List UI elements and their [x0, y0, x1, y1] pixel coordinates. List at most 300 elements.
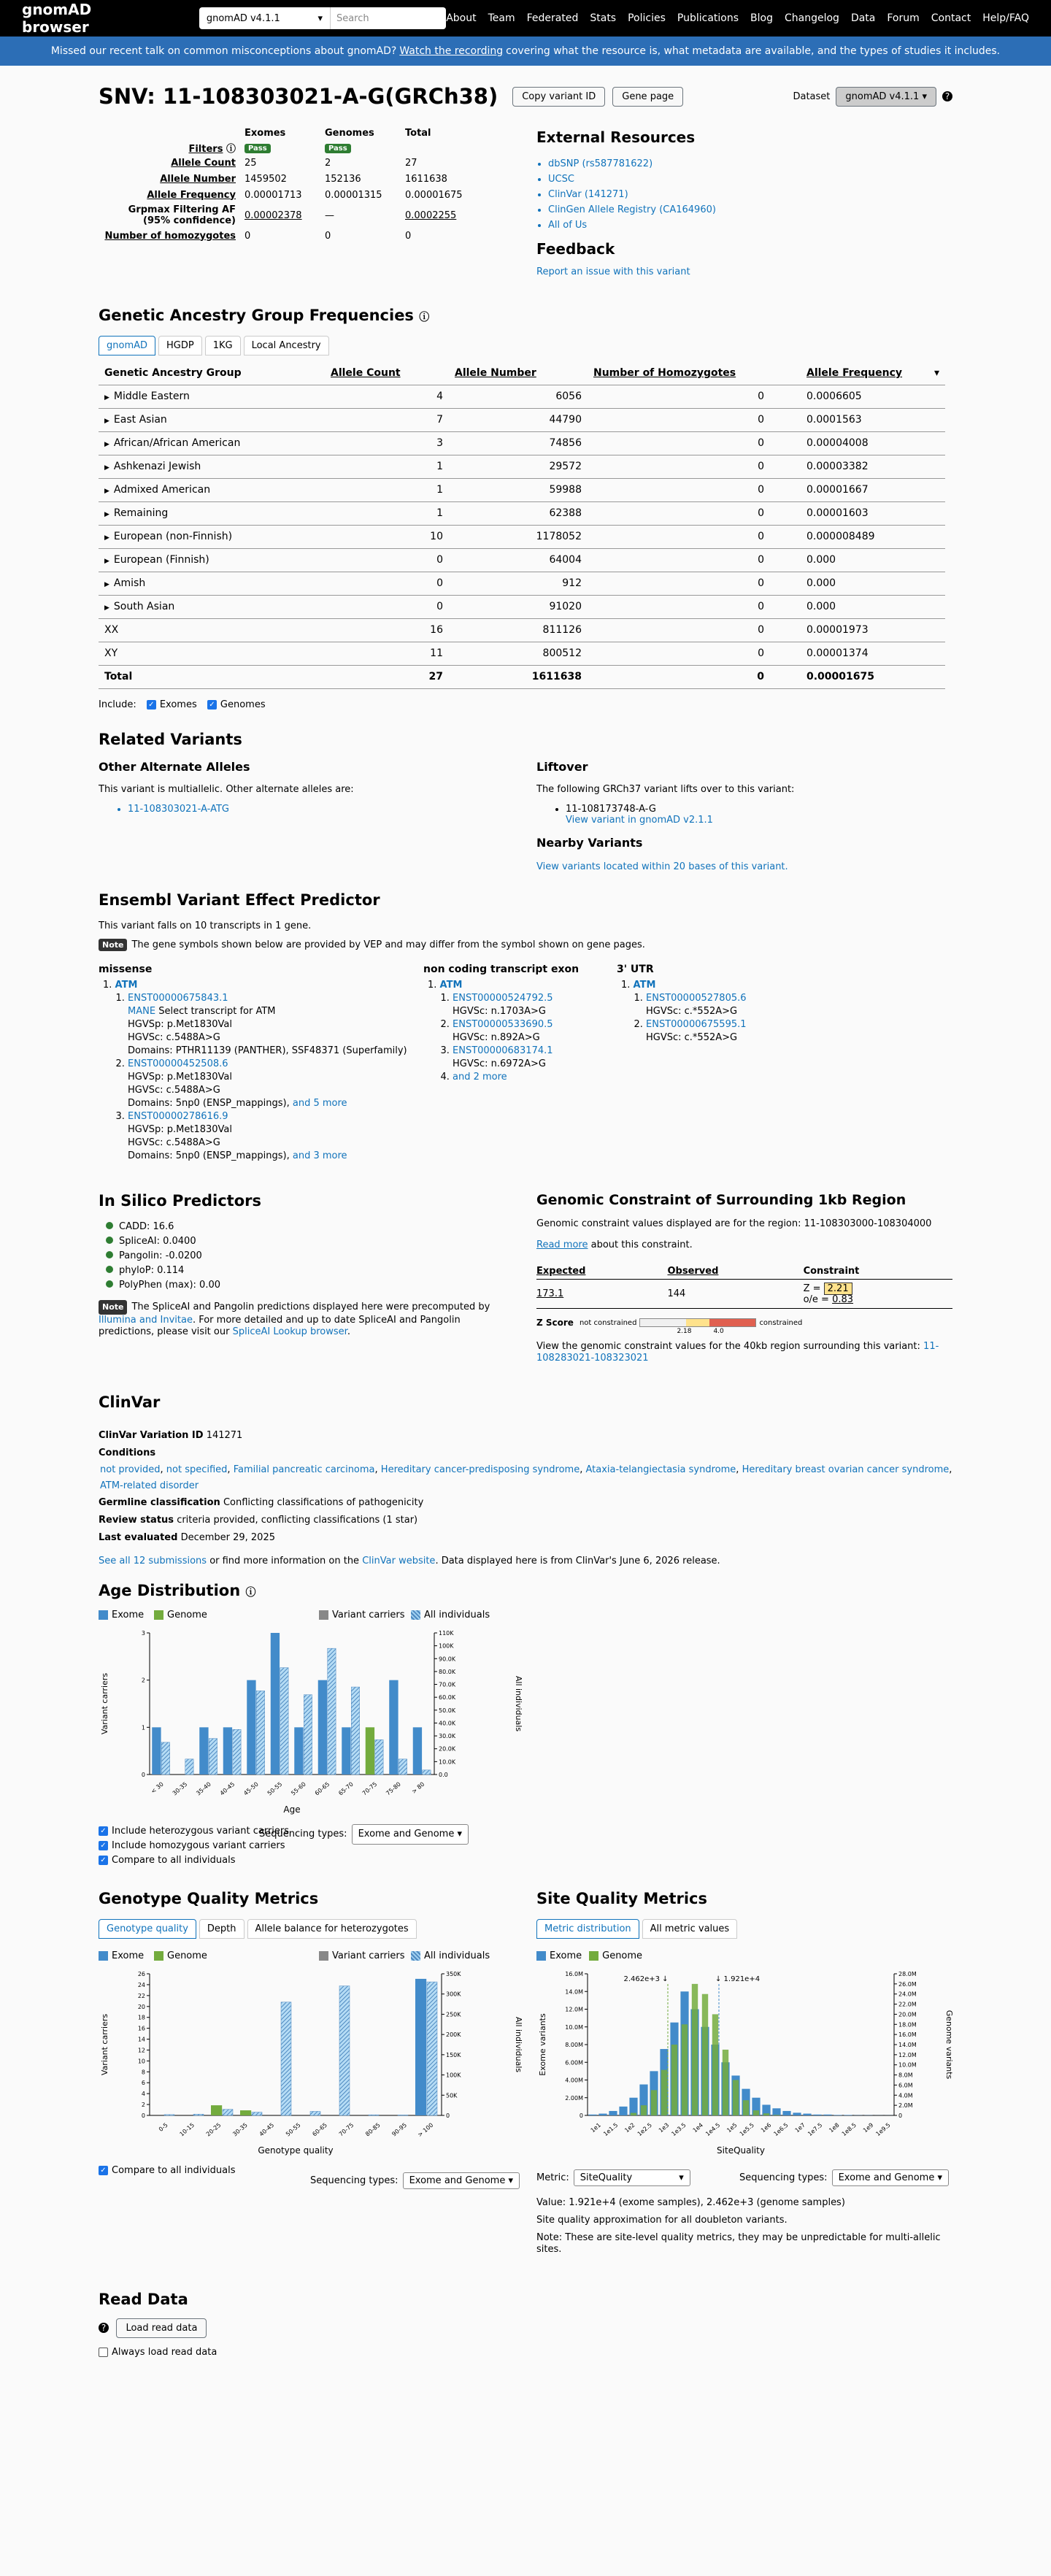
constraint-text: Genomic constraint values displayed are for the region: 11-108303000-108304000: [536, 1218, 932, 1229]
tab-genotype-quality[interactable]: Genotype quality: [99, 1919, 196, 1939]
y2-tick-label: 200K: [446, 2031, 461, 2039]
more-transcripts-link[interactable]: and 2 more: [453, 1071, 507, 1083]
exome-bar: [619, 2107, 627, 2115]
ancestry-row: [99, 525, 945, 548]
y2-tick-label: 0.0: [439, 1772, 448, 1778]
genome-bar: [631, 2113, 636, 2115]
nav-federated[interactable]: Federated: [526, 12, 579, 24]
sq-controls: Metric: SiteQuality ▾ Sequencing types: Exome and Genome ▾: [536, 2169, 952, 2187]
nearby-link[interactable]: View variants located within 20 bases of this variant.: [536, 861, 788, 872]
banner-link[interactable]: Watch the recording: [399, 45, 504, 57]
search-input[interactable]: Search: [330, 7, 446, 29]
vep-columns: [99, 963, 952, 1163]
cell: 27: [405, 157, 417, 169]
tab-1kg[interactable]: 1KG: [205, 336, 241, 355]
condition-link[interactable]: ATM-related disorder: [100, 1480, 199, 1491]
feedback-title: Feedback: [536, 240, 615, 258]
all-individuals-bar: [304, 1695, 312, 1775]
genome-bar: [743, 2100, 749, 2115]
spliceai-lookup-link[interactable]: SpliceAI Lookup browser: [232, 1326, 347, 1337]
hom-checkbox[interactable]: ✓: [99, 1841, 108, 1850]
metric-select[interactable]: SiteQuality ▾: [574, 2169, 690, 2186]
x-tick-label: 50-55: [266, 1780, 284, 1797]
tab-hgdp[interactable]: HGDP: [158, 336, 202, 355]
het-checkbox[interactable]: ✓: [99, 1826, 108, 1836]
ancestry-row: [99, 595, 945, 618]
cell: 2: [325, 157, 331, 169]
transcript-link[interactable]: ENST00000524792.5: [453, 992, 553, 1004]
clinvar-id: 141271: [206, 1430, 243, 1441]
gq-title: Genotype Quality Metrics: [99, 1890, 319, 1907]
include-controls: [99, 699, 952, 710]
all-individuals-bar: [185, 1759, 193, 1775]
allele-frequency-cell: 0.000: [770, 572, 945, 595]
external-resources: [536, 126, 716, 277]
expand-icon[interactable]: ▶: [104, 488, 109, 495]
transcript-link[interactable]: ENST00000675843.1: [128, 992, 228, 1004]
transcript-link[interactable]: ENST00000683174.1: [453, 1045, 553, 1056]
gq-seq-select[interactable]: Exome and Genome ▾: [403, 2172, 520, 2189]
nav-help[interactable]: Help/FAQ: [982, 12, 1029, 24]
expand-icon[interactable]: ▶: [104, 581, 109, 588]
nav-stats[interactable]: Stats: [590, 12, 617, 24]
other-alleles-title: Other Alternate Alleles: [99, 759, 250, 774]
exome-bar: [247, 1680, 255, 1775]
alt-allele-link[interactable]: • 11-108303021-A-ATG: [128, 804, 536, 815]
allele-frequency-cell: 0.00004008: [770, 431, 945, 455]
allele-frequency-cell: 0.0006605: [770, 385, 945, 408]
x-tick-label: > 100: [416, 2121, 435, 2139]
x-tick-label: 30-35: [231, 2121, 249, 2138]
read-more-link[interactable]: Read more: [536, 1239, 588, 1250]
cell: 0.00001315: [325, 189, 382, 201]
cell: 0: [325, 230, 331, 242]
pass-badge: Pass: [245, 144, 271, 153]
exomes-checkbox[interactable]: ✓: [147, 700, 156, 710]
vep-column: non coding transcript exon 1. ATM 1. ENST00000524792.5 HGVSc: n.1703A>G 2. ENST00000533690.5 HGVSc: n.892A>G 3. ENST00000683174.1 HGVSc: n.6972A>G 4. and 2 more: [423, 963, 617, 1163]
y-tick-label: 20: [137, 2003, 145, 2010]
cell: —: [325, 209, 334, 221]
all-individuals-bar: [223, 2110, 233, 2115]
allele-frequency-cell: 0.00001603: [770, 501, 945, 525]
vep-column: missense 1. ATM 1. ENST00000675843.1 MANE Select transcript for ATM HGVSp: p.Met1830Val HGVSc: c.5488A>G Domains: PTHR11139 (PANTHER), SSF48371 (Superfamily) 2. ENST00000452508.6 HGVSp: p.Met1830Val HGVSc: c.5488A>G Domains: 5np0 (ENSP_mappings), and 5 more 3. ENST00000278616.9 HGVSp: p.Met1830Val HGVSc: c.5488A>G Domains: 5np0 (ENSP_mappings), and 3 more: [99, 963, 423, 1163]
link-dbsnp[interactable]: • dbSNP (rs587781622): [548, 156, 716, 172]
all-individuals-bar: [252, 2112, 262, 2115]
more-domains-link[interactable]: and 3 more: [292, 1150, 347, 1161]
age-legend: Exome Genome Variant carriers All individuals: [99, 1610, 522, 1621]
cell: 0.0002255: [405, 209, 457, 221]
gq-controls: ✓ Compare to all individuals Sequencing types: Exome and Genome ▾: [99, 2165, 536, 2197]
liftover-text: The following GRCh37 variant lifts over to this variant:: [536, 783, 795, 795]
y2-tick-label: 20.0M: [898, 2011, 917, 2018]
gq-compare-checkbox[interactable]: ✓: [99, 2166, 108, 2175]
group-cell[interactable]: ▶ European (Finnish): [99, 548, 325, 572]
y2-tick-label: 300K: [446, 1991, 461, 1998]
y-tick-label: 24: [137, 1981, 145, 1988]
x-tick-label: 90-95: [390, 2121, 409, 2138]
dataset-label: Dataset: [793, 91, 831, 102]
allele-number-cell: 1178052: [449, 525, 588, 548]
filters-label: Filters ⓘ: [188, 143, 236, 155]
brand-logo[interactable]: gnomAD browser: [22, 1, 92, 36]
tab-all-metric-values[interactable]: All metric values: [642, 1919, 738, 1939]
th-allele-frequency[interactable]: Allele Frequency: [806, 366, 903, 379]
status-dot-icon: [106, 1266, 113, 1273]
age-title: Age Distribution ⓘ: [99, 1582, 256, 1599]
group-cell[interactable]: ▶ South Asian: [99, 595, 325, 618]
exome-bar: [772, 2108, 780, 2115]
transcript-item: 2. ENST00000452508.6 HGVSp: p.Met1830Val HGVSc: c.5488A>G Domains: 5np0 (ENSP_mappings), and 5 more: [128, 1058, 423, 1110]
all-individuals-bar: [328, 1648, 336, 1775]
illumina-link[interactable]: Illumina and Invitae: [99, 1314, 193, 1326]
genome-bar: [712, 2014, 718, 2115]
more-domains-link[interactable]: and 5 more: [292, 1097, 347, 1109]
transcript-item: 2. ENST00000675595.1 HGVSc: c.*552A>G: [646, 1018, 836, 1045]
all-individuals-bar: [193, 2114, 204, 2115]
status-dot-icon: [106, 1222, 113, 1229]
th-homozygotes[interactable]: Number of Homozygotes: [593, 366, 736, 379]
all-individuals-bar: [339, 1986, 350, 2115]
transcript-link[interactable]: ENST00000452508.6: [128, 1058, 228, 1069]
y-tick-label: 3: [141, 1630, 145, 1637]
x-tick-label: 60-65: [311, 2121, 328, 2138]
predictor-item: PolyPhen (max): 0.00: [106, 1278, 536, 1293]
y2-axis-label: All individuals: [514, 2016, 523, 2073]
x-tick-label: 1e9.5: [874, 2121, 892, 2138]
y2-tick-label: 14.0M: [898, 2042, 917, 2048]
y2-tick-label: 150K: [446, 2051, 461, 2058]
vep-note: Note The gene symbols shown below are provided by VEP and may differ from the symbol shown on gene pages.: [99, 939, 952, 951]
x-tick-label: 65-70: [337, 1780, 355, 1797]
group-cell[interactable]: ▶ Amish: [99, 572, 325, 595]
homozygotes-cell: 0: [588, 431, 770, 455]
genomes-label: Genomes: [220, 699, 266, 710]
nav-links: [446, 12, 1029, 24]
all-individuals-bar: [281, 2002, 291, 2115]
allele-frequency-label: Allele Frequency: [147, 189, 236, 201]
status-dot-icon: [106, 1251, 113, 1258]
y-tick-label: 22: [137, 1992, 145, 1999]
homozygotes-cell: 0: [588, 501, 770, 525]
th-allele-number[interactable]: Allele Number: [455, 366, 536, 379]
nav-policies[interactable]: Policies: [628, 12, 666, 24]
x-tick-label: 1e4: [691, 2121, 704, 2134]
expand-icon[interactable]: ▶: [104, 441, 109, 448]
nav-publications[interactable]: Publications: [677, 12, 739, 24]
oe-value: 0.83: [832, 1293, 854, 1305]
x-tick-label: > 80: [410, 1780, 426, 1796]
sex-row: XX 16 811126 0 0.00001973: [99, 618, 945, 642]
y-axis-label: Variant carriers: [100, 2013, 109, 2076]
all-individuals-bar: [375, 1739, 383, 1775]
grpmax-label: Grpmax Filtering AF (95% confidence): [128, 204, 236, 226]
y2-tick-label: 22.0M: [898, 2001, 917, 2008]
report-issue-link[interactable]: Report an issue with this variant: [536, 266, 690, 277]
group-cell[interactable]: ▶ East Asian: [99, 408, 325, 431]
condition-link[interactable]: Hereditary breast ovarian cancer syndrome: [742, 1464, 950, 1475]
x-tick-label: 35-40: [195, 1780, 212, 1797]
expand-icon[interactable]: ▶: [104, 418, 109, 425]
help-icon[interactable]: ⓘ: [245, 1587, 256, 1599]
transcript-item: 3. ENST00000278616.9 HGVSp: p.Met1830Val HGVSc: c.5488A>G Domains: 5np0 (ENSP_mappings), and 3 more: [128, 1110, 423, 1163]
compare-checkbox[interactable]: ✓: [99, 1856, 108, 1865]
tab-gnomad[interactable]: gnomAD: [99, 336, 155, 355]
ancestry-row: [99, 478, 945, 501]
help-icon[interactable]: ?: [942, 91, 952, 101]
gq-chart: [99, 1966, 522, 2156]
all-individuals-bar: [351, 1687, 359, 1775]
tab-metric-distribution[interactable]: Metric distribution: [536, 1919, 639, 1939]
clinvar-website-link[interactable]: ClinVar website: [362, 1556, 436, 1566]
group-cell[interactable]: ▶ Middle Eastern: [99, 385, 325, 408]
nav-team[interactable]: Team: [488, 12, 515, 24]
y2-tick-label: 50K: [446, 2092, 458, 2099]
allele-number-cell: 59988: [449, 478, 588, 501]
expand-icon[interactable]: ▶: [104, 534, 109, 542]
view-40kb: View the genomic constraint values for the 40kb region surrounding this variant: 11-108283021-108323021: [536, 1341, 939, 1364]
x-tick-label: 1e6: [759, 2121, 773, 2134]
allele-count-cell: 0: [325, 548, 449, 572]
transcript-item: 2. ENST00000533690.5 HGVSc: n.892A>G: [453, 1018, 617, 1045]
exome-bar: [223, 1727, 232, 1775]
homozygotes-cell: 0: [588, 408, 770, 431]
nav-blog[interactable]: Blog: [750, 12, 773, 24]
expand-icon[interactable]: ▶: [104, 604, 109, 612]
transcript-link[interactable]: ENST00000675595.1: [646, 1018, 747, 1030]
y-tick-label: 8: [141, 2069, 145, 2076]
cell: 25: [245, 157, 257, 169]
allele-number-cell: 44790: [449, 408, 588, 431]
tab-allele-balance[interactable]: Allele balance for heterozygotes: [247, 1919, 417, 1939]
dataset-select[interactable]: gnomAD v4.1.1 ▾: [199, 7, 330, 29]
transcript-link[interactable]: ENST00000278616.9: [128, 1110, 228, 1122]
x-tick-label: 1e4.5: [704, 2121, 722, 2138]
group-cell[interactable]: ▶ Ashkenazi Jewish: [99, 455, 325, 478]
link-ucsc[interactable]: • UCSC: [548, 172, 716, 187]
y2-tick-label: 4.0M: [898, 2092, 913, 2099]
nearby-title: Nearby Variants: [536, 835, 643, 850]
exome-bar: [629, 2098, 637, 2115]
help-icon[interactable]: ⓘ: [419, 312, 430, 323]
th-allele-count[interactable]: Allele Count: [331, 366, 401, 379]
genome-bar: [682, 2024, 688, 2115]
link-allofus[interactable]: • All of Us: [548, 218, 716, 233]
insilico-title: In Silico Predictors: [99, 1191, 261, 1210]
genome-bar: [366, 1727, 374, 1775]
th-group[interactable]: Genetic Ancestry Group: [99, 361, 325, 385]
all-individuals-bar: [256, 1691, 264, 1775]
condition-link[interactable]: Hereditary cancer-predisposing syndrome: [380, 1464, 580, 1475]
x-tick-label: 50-55: [284, 2121, 302, 2138]
y-tick-label: 18: [137, 2014, 145, 2021]
y-tick-label: 6.00M: [565, 2059, 583, 2066]
exome-bar: [609, 2111, 617, 2115]
allele-count-cell: 1: [325, 455, 449, 478]
exome-bar: [782, 2111, 790, 2115]
y2-tick-label: 18.0M: [898, 2021, 917, 2029]
y-tick-label: 16.0M: [565, 1971, 583, 1977]
condition-link[interactable]: not specified: [166, 1464, 228, 1475]
x-tick-label: 1e8: [828, 2121, 841, 2134]
view-v2-link[interactable]: View variant in gnomAD v2.1.1: [566, 814, 713, 826]
y-axis-label: Exome variants: [538, 2013, 547, 2076]
z-score: 2.21: [824, 1283, 852, 1295]
y-tick-label: 14.0M: [565, 1988, 583, 1996]
y2-tick-label: 100K: [439, 1642, 454, 1650]
other-alleles: [99, 760, 536, 872]
group-cell[interactable]: ▶ European (non-Finnish): [99, 525, 325, 548]
genome-bar: [211, 2105, 222, 2115]
x-tick-label: 1e3: [657, 2121, 671, 2134]
group-cell[interactable]: ▶ Admixed American: [99, 478, 325, 501]
expand-icon[interactable]: ▶: [104, 511, 109, 518]
link-clinvar[interactable]: • ClinVar (141271): [548, 187, 716, 202]
liftover-variant: 11-108173748-A-G: [566, 803, 656, 815]
transcript-item: 1. ENST00000675843.1 MANE Select transcript for ATM HGVSp: p.Met1830Val HGVSc: c.5488A>G Domains: PTHR11139 (PANTHER), SSF48371 (Superfamily): [128, 992, 423, 1058]
gene-link[interactable]: ATM: [633, 979, 656, 991]
exome-bar: [318, 1680, 327, 1775]
gene-link[interactable]: ATM: [439, 979, 463, 991]
y2-tick-label: 250K: [446, 2011, 461, 2018]
genomes-checkbox[interactable]: ✓: [207, 700, 217, 710]
transcript-link[interactable]: ENST00000533690.5: [453, 1018, 553, 1030]
genome-bar: [661, 2070, 667, 2115]
page-header: [99, 82, 952, 111]
all-individuals-bar: [209, 1739, 217, 1775]
help-icon[interactable]: ?: [99, 2323, 109, 2333]
y2-tick-label: 6.0M: [898, 2082, 913, 2089]
genome-bar: [240, 2110, 251, 2115]
nav-changelog[interactable]: Changelog: [784, 12, 839, 24]
genome-bar: [702, 1994, 708, 2115]
all-individuals-bar: [399, 1759, 407, 1775]
age-seq-select[interactable]: Exome and Genome ▾: [352, 1824, 469, 1845]
col-total: Total: [405, 127, 431, 139]
external-title: External Resources: [536, 128, 696, 146]
exome-bar: [199, 1727, 208, 1775]
group-cell[interactable]: ▶ African/African American: [99, 431, 325, 455]
predictor-item: phyloP: 0.114: [106, 1264, 536, 1278]
genome-bar: [651, 2090, 657, 2115]
age-controls: ✓ Include heterozygous variant carriers ✓ Include homozygous variant carriers ✓ Compare to all individuals Sequencing types: Exome and Genome ▾: [99, 1824, 952, 1868]
x-tick-label: 70-75: [361, 1780, 379, 1797]
transcript-item: 3. ENST00000683174.1 HGVSc: n.6972A>G: [453, 1045, 617, 1071]
condition-link[interactable]: Ataxia-telangiectasia syndrome: [585, 1464, 736, 1475]
exome-bar: [294, 1727, 303, 1775]
link-clingen[interactable]: • ClinGen Allele Registry (CA164960): [548, 202, 716, 218]
allele-count-cell: 1: [325, 501, 449, 525]
x-axis-label: Genotype quality: [258, 2145, 334, 2156]
always-load-checkbox[interactable]: [99, 2348, 108, 2357]
allele-number-cell: 912: [449, 572, 588, 595]
sq-section: [536, 1890, 952, 2256]
x-tick-label: 1e1: [589, 2121, 602, 2134]
condition-link[interactable]: not provided: [100, 1464, 161, 1475]
gene-page-button[interactable]: Gene page: [612, 87, 683, 107]
mane-link[interactable]: MANE: [128, 1005, 156, 1017]
consequence-title: 3' UTR: [617, 963, 654, 975]
expand-icon[interactable]: ▶: [104, 464, 109, 472]
allele-number-label: Allele Number: [160, 173, 236, 185]
x-tick-label: 1e3.5: [670, 2121, 688, 2138]
y-tick-label: 2: [141, 1677, 145, 1684]
nav-forum[interactable]: Forum: [887, 12, 920, 24]
homozygotes-cell: 0: [588, 525, 770, 548]
allele-frequency-cell: 0.00001667: [770, 478, 945, 501]
dataset-dropdown[interactable]: gnomAD v4.1.1 ▾: [836, 87, 936, 107]
y2-tick-label: 10.0K: [439, 1758, 456, 1766]
y-tick-label: 2.00M: [565, 2094, 583, 2102]
genome-bar: [763, 2113, 769, 2115]
include-label: Include:: [99, 699, 136, 710]
vep-text: This variant falls on 10 transcripts in 1 gene.: [99, 920, 312, 931]
transcript-link[interactable]: ENST00000527805.6: [646, 992, 747, 1004]
x-tick-label: < 30: [150, 1780, 165, 1796]
nav-data[interactable]: Data: [850, 12, 876, 24]
x-tick-label: 70-75: [337, 2121, 355, 2138]
allele-number-cell: 64004: [449, 548, 588, 572]
exomes-label: Exomes: [159, 699, 197, 710]
tab-local-ancestry[interactable]: Local Ancestry: [244, 336, 329, 355]
condition-link[interactable]: Familial pancreatic carcinoma: [233, 1464, 375, 1475]
total-row: Total 27 1611638 0 0.00001675: [99, 665, 945, 688]
cell: 0.00002378: [245, 209, 302, 221]
y-tick-label: 8.00M: [565, 2042, 583, 2048]
exome-bar: [598, 2114, 607, 2115]
constraint-section: [536, 1192, 952, 1365]
tab-depth[interactable]: Depth: [199, 1919, 245, 1939]
allele-frequency-cell: 0.000008489: [770, 525, 945, 548]
chevron-down-icon: ▾: [317, 12, 323, 24]
sq-seq-select[interactable]: Exome and Genome ▾: [832, 2169, 949, 2186]
nav-about[interactable]: About: [446, 12, 477, 24]
help-icon[interactable]: ⓘ: [226, 143, 236, 155]
copy-variant-id-button[interactable]: Copy variant ID: [512, 87, 605, 107]
consequence-title: missense: [99, 963, 153, 975]
homozygotes-cell: 0: [588, 478, 770, 501]
x-tick-label: 1e7.5: [806, 2121, 824, 2138]
expand-icon[interactable]: ▶: [104, 394, 109, 401]
exome-bar: [152, 1727, 161, 1775]
group-cell[interactable]: ▶ Remaining: [99, 501, 325, 525]
load-read-data-button[interactable]: Load read data: [116, 2318, 207, 2338]
allele-number-cell: 29572: [449, 455, 588, 478]
x-tick-label: 1e9: [861, 2121, 875, 2134]
expand-icon[interactable]: ▶: [104, 558, 109, 565]
nav-contact[interactable]: Contact: [931, 12, 971, 24]
x-tick-label: 30-35: [171, 1780, 189, 1797]
banner-text: Missed our recent talk on common misconceptions about gnomAD?: [50, 45, 397, 57]
all-individuals-bar: [427, 1982, 437, 2115]
all-submissions-link[interactable]: See all 12 submissions: [99, 1556, 207, 1566]
clinvar-details: ClinVar Variation ID 141271 Conditions not provided, not specified, Familial pancreatic carcinoma, Hereditary cancer-predisposing syndrome, Ataxia-telangiectasia syndrome, Hereditary breast ovarian cancer syndrome, ATM-related disorder Germline classification Conflicting classifications of pathogenicity Review status criteria provided, conflicting classifications (1 star) Last evaluated December 29, 2025 See all 12 submissions or find more information on the ClinVar website. Data displayed here is from ClinVar's June 6, 2026 release.: [99, 1430, 952, 1566]
y-tick-label: 10: [137, 2058, 145, 2065]
region-40kb-link[interactable]: 11-108283021-108323021: [536, 1341, 939, 1364]
y-tick-label: 0: [579, 2112, 583, 2119]
y2-tick-label: 12.0M: [898, 2051, 917, 2058]
y-tick-label: 2: [141, 2102, 145, 2109]
ancestry-row: [99, 455, 945, 478]
allele-count-cell: 0: [325, 595, 449, 618]
y2-tick-label: 10.0M: [898, 2061, 917, 2069]
allele-number-cell: 6056: [449, 385, 588, 408]
ancestry-row: [99, 501, 945, 525]
page-title: SNV: 11-108303021-A-G(GRCh38): [99, 84, 498, 109]
cell: 0.00001713: [245, 189, 302, 201]
gene-link[interactable]: ATM: [115, 979, 138, 991]
ancestry-row: [99, 385, 945, 408]
x-tick-label: 1e6.5: [772, 2121, 790, 2138]
